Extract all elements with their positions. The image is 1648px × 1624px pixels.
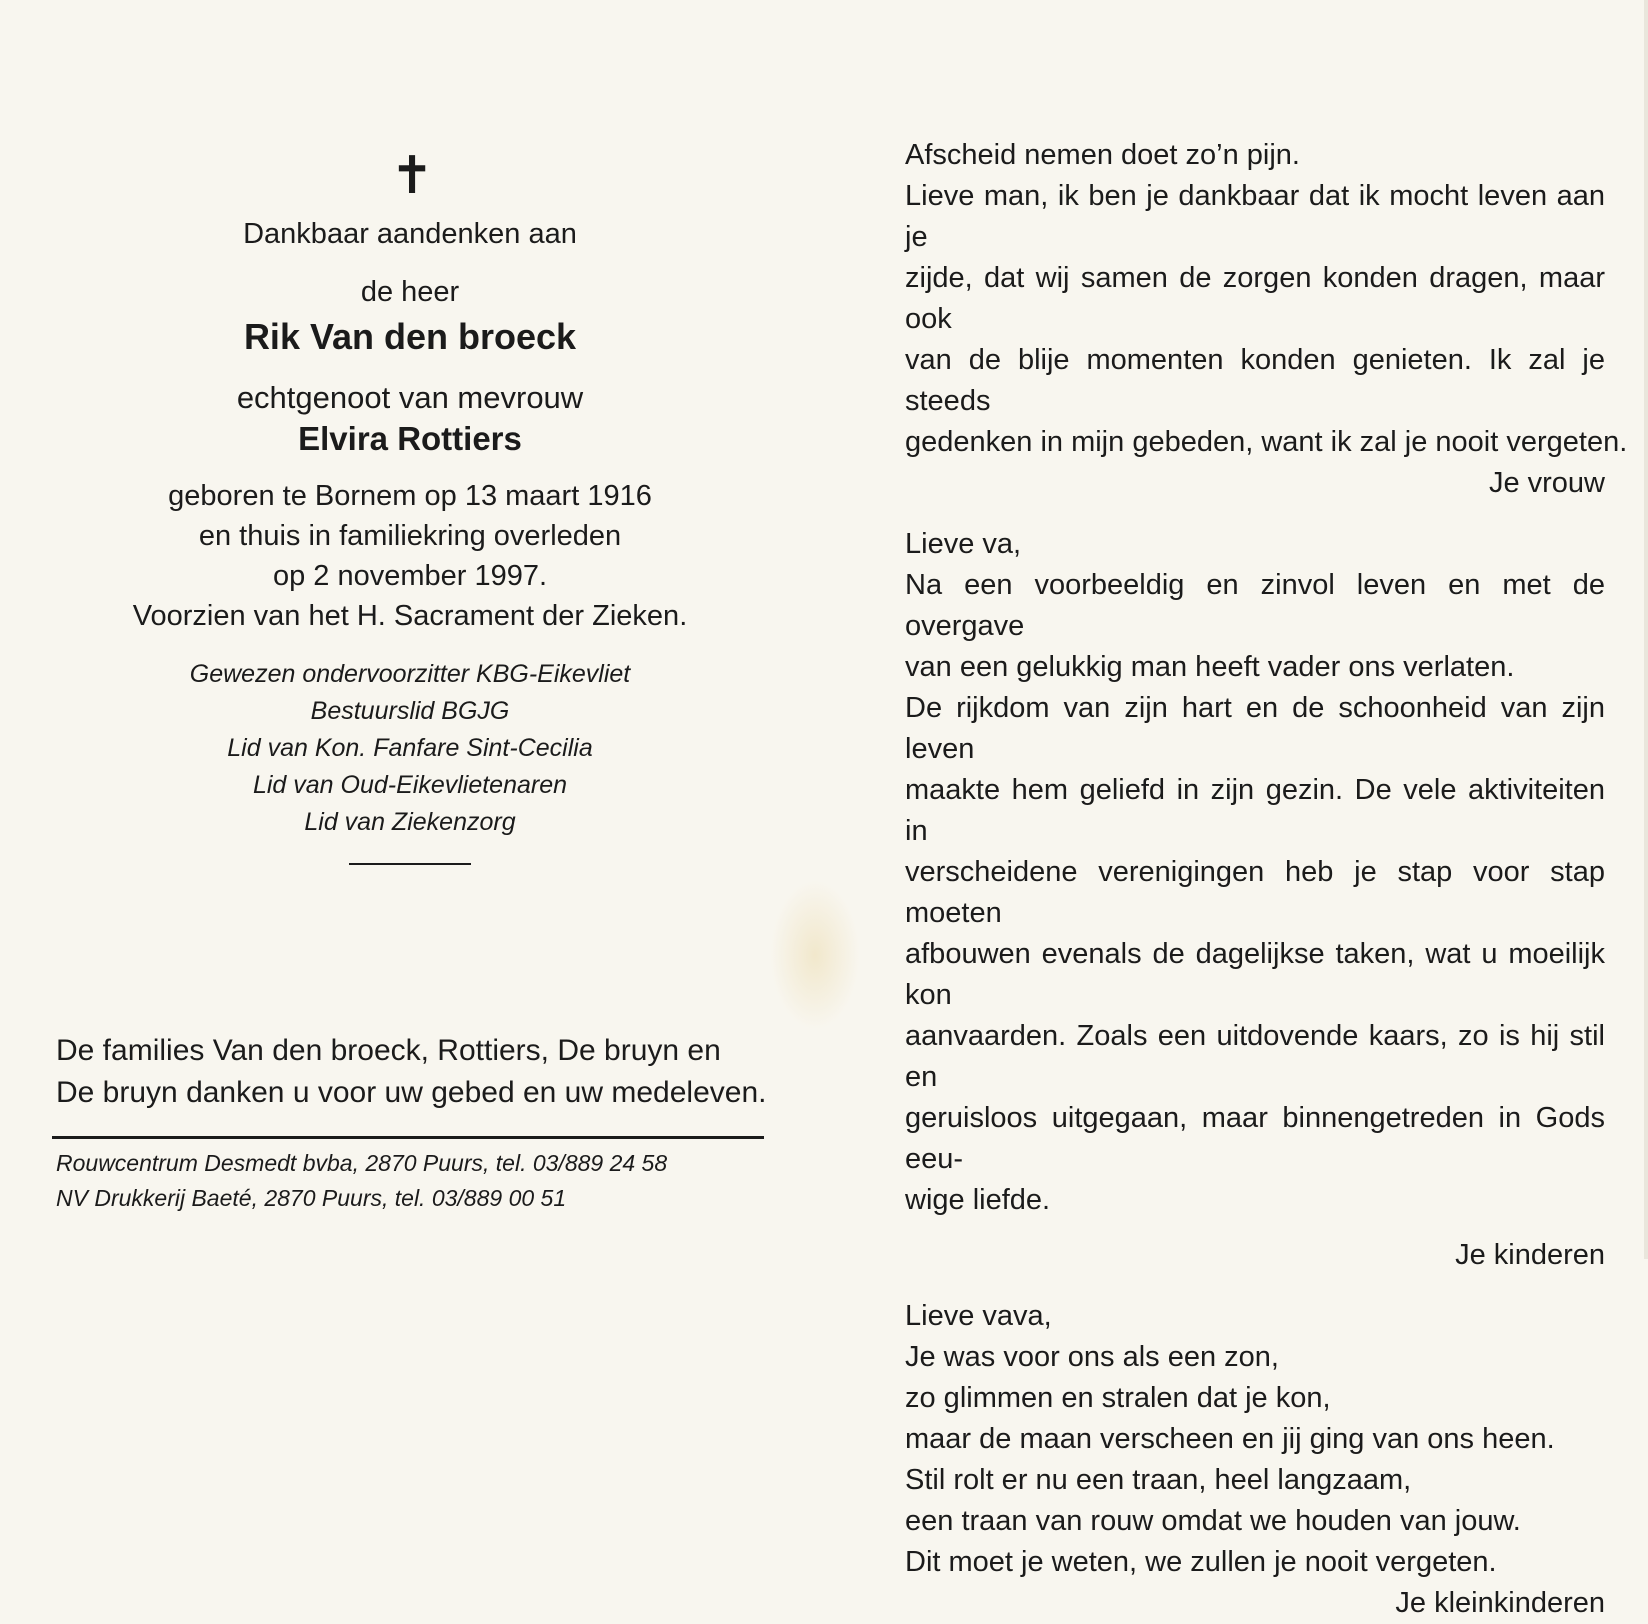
imprint-rule	[52, 1136, 764, 1139]
membership-item: Lid van Ziekenzorg	[304, 808, 516, 836]
life-line: en thuis in familiekring overleden	[198, 520, 622, 552]
message-line: gedenken in mijn gebeden, want ik zal je nooit vergeten.	[905, 426, 1628, 458]
grandchildren-message	[905, 1296, 1605, 1624]
poem-line: een traan van rouw omdat we houden van jouw.	[905, 1505, 1521, 1537]
message-line: Lieve man, ik ben je dankbaar dat ik mocht leven aan je	[905, 180, 1605, 253]
signature: Je vrouw	[1488, 467, 1605, 499]
title-prefix: de heer	[360, 276, 460, 308]
memberships-list	[40, 656, 780, 841]
paper-edge	[1644, 0, 1648, 1259]
imprint-line: NV Drukkerij Baeté, 2870 Puurs, tel. 03/889 00 51	[56, 1185, 567, 1211]
message-line: zijde, dat wij samen de zorgen konden dragen, maar ook	[905, 262, 1605, 335]
imprint-line: Rouwcentrum Desmedt bvba, 2870 Puurs, tel. 03/889 24 58	[56, 1150, 668, 1176]
membership-item: Lid van Kon. Fanfare Sint-Cecilia	[227, 734, 593, 762]
poem-line: Stil rolt er nu een traan, heel langzaam,	[905, 1464, 1412, 1496]
message-line: De rijkdom van zijn hart en de schoonheid van zijn leven	[905, 692, 1605, 765]
imprint	[56, 1146, 667, 1216]
message-line: aanvaarden. Zoals een uitdovende kaars, zo is hij stil en	[905, 1020, 1605, 1093]
poem-line: Je was voor ons als een zon,	[905, 1341, 1279, 1373]
left-panel	[40, 146, 780, 865]
message-line: verscheidene verenigingen heb je stap voor stap moeten	[905, 856, 1605, 929]
deceased-name: Rik Van den broeck	[243, 316, 577, 357]
right-panel	[905, 135, 1628, 1624]
spouse-intro: echtgenoot van mevrouw	[236, 380, 584, 415]
divider-line	[349, 863, 471, 865]
cross-icon: ✝	[390, 146, 434, 206]
life-line: Voorzien van het H. Sacrament der Zieken.	[132, 600, 688, 632]
spouse-name: Elvira Rottiers	[298, 420, 522, 457]
thanks-line: De bruyn danken u voor uw gebed en uw medeleven.	[56, 1076, 767, 1109]
intro-text: Dankbaar aandenken aan	[243, 218, 577, 250]
signature: Je kleinkinderen	[1395, 1587, 1605, 1619]
message-line: van de blije momenten konden genieten. Ik zal je steeds	[905, 344, 1605, 417]
paper-stain	[770, 880, 860, 1030]
greeting: Lieve vava,	[905, 1300, 1052, 1332]
membership-item: Lid van Oud-Eikevlietenaren	[252, 771, 568, 799]
membership-item: Bestuurslid BGJG	[310, 697, 510, 725]
signature: Je kinderen	[1455, 1239, 1605, 1271]
message-line: afbouwen evenals de dagelijkse taken, wat u moeilijk kon	[905, 938, 1605, 1011]
message-line: maakte hem geliefd in zijn gezin. De vele aktiviteiten in	[905, 774, 1605, 847]
life-details	[40, 476, 780, 636]
families-thanks	[56, 1030, 796, 1114]
thanks-line: De families Van den broeck, Rottiers, De bruyn en	[56, 1034, 721, 1067]
message-line: geruisloos uitgegaan, maar binnengetreden in Gods eeu-	[905, 1102, 1605, 1175]
life-line: op 2 november 1997.	[272, 560, 548, 592]
message-line: wige liefde.	[905, 1184, 1051, 1216]
life-line: geboren te Bornem op 13 maart 1916	[168, 480, 652, 512]
message-line: van een gelukkig man heeft vader ons verlaten.	[905, 651, 1515, 683]
wife-message	[905, 135, 1628, 504]
message-line: Na een voorbeeldig en zinvol leven en met de overgave	[905, 569, 1605, 642]
membership-item: Gewezen ondervoorzitter KBG-Eikevliet	[189, 660, 631, 688]
poem-line: zo glimmen en stralen dat je kon,	[905, 1382, 1331, 1414]
message-line: Afscheid nemen doet zo’n pijn.	[905, 139, 1300, 171]
poem-line: Dit moet je weten, we zullen je nooit vergeten.	[905, 1546, 1497, 1578]
children-message	[905, 524, 1605, 1276]
greeting: Lieve va,	[905, 528, 1022, 560]
poem-line: maar de maan verscheen en jij ging van ons heen.	[905, 1423, 1555, 1455]
